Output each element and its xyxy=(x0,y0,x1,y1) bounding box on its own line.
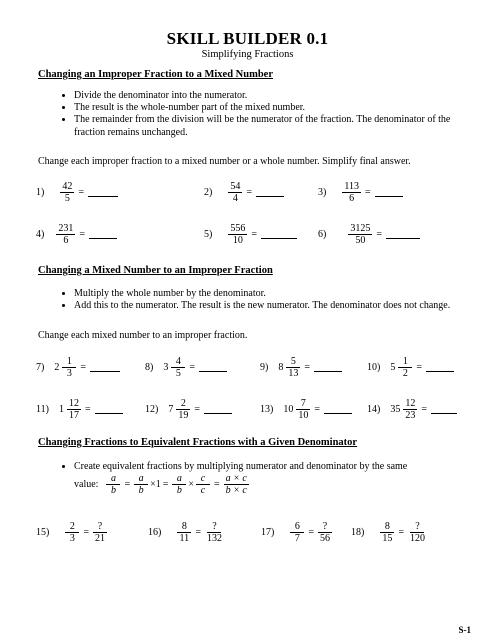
problem-4: 4) $\frac{231}{6}$ = xyxy=(36,223,117,246)
fraction: $\frac{556}{10}$ xyxy=(230,223,246,246)
fraction: $\frac{5}{13}$ xyxy=(288,356,299,379)
bullet-item: • The remainder from the division will be the numerator of the fraction. The denominator of the fraction remains unchanged. xyxy=(74,114,474,138)
fraction: $\frac{7}{10}$ xyxy=(298,398,309,421)
bullet-item: • Add this to the numerator. The result is the new numerator. The denominator does not change. xyxy=(74,300,474,312)
answer-blank[interactable] xyxy=(88,188,118,197)
page-subtitle: Simplifying Fractions xyxy=(201,49,294,60)
fraction: $\frac{a}{b}$ xyxy=(172,473,186,496)
problem-number: 15) xyxy=(36,527,50,538)
instruction-text: Change each mixed number to an improper fraction. xyxy=(38,330,248,341)
whole-number: 2 xyxy=(54,362,60,373)
fraction: $\frac{a \times c}{b \times c}$ xyxy=(225,473,247,496)
problem-7: 7) 2 $\frac{1}{3}$ = xyxy=(36,356,120,379)
page-number: S-1 xyxy=(458,625,471,635)
equivalence-formula: value: $\frac{a}{b}$ = $\frac{a}{b}$ × 1 = $\frac{a}{b}$ × $\frac{c}{c}$ = $\frac{a \times c}{b \times c}$ xyxy=(74,473,247,496)
bullet-item: • Multiply the whole number by the denominator. xyxy=(74,288,474,300)
answer-blank[interactable] xyxy=(95,405,123,414)
fraction: $\frac{3125}{50}$ xyxy=(350,223,371,246)
answer-blank[interactable] xyxy=(375,188,403,197)
problem-13: 13) 10 $\frac{7}{10}$ = xyxy=(260,398,352,421)
problem-16: 16) $\frac{8}{11}$ = $\frac{?}{132}$ xyxy=(148,521,222,544)
fraction: $\frac{2}{19}$ xyxy=(178,398,189,421)
fraction: $\frac{6}{7}$ xyxy=(290,521,304,544)
fraction: $\frac{42}{5}$ xyxy=(62,181,73,204)
section-heading-mixed-to-improper: Changing a Mixed Number to an Improper Fraction xyxy=(38,265,273,276)
problem-number: 6) xyxy=(318,229,327,240)
problem-number: 11) xyxy=(36,404,49,415)
problem-18: 18) $\frac{8}{15}$ = $\frac{?}{120}$ xyxy=(351,521,425,544)
bullet-item: • Create equivalent fractions by multiplying numerator and denominator by the same xyxy=(74,461,474,473)
answer-blank[interactable] xyxy=(256,188,284,197)
problem-number: 10) xyxy=(367,362,381,373)
problem-10: 10) 5 $\frac{1}{2}$ = xyxy=(367,356,454,379)
problem-6: 6) $\frac{3125}{50}$ = xyxy=(318,223,420,246)
fraction: $\frac{113}{6}$ xyxy=(344,181,359,204)
answer-blank[interactable] xyxy=(204,405,232,414)
problem-5: 5) $\frac{556}{10}$ = xyxy=(204,223,297,246)
whole-number: 8 xyxy=(278,362,284,373)
answer-blank[interactable] xyxy=(199,363,227,372)
answer-blank[interactable] xyxy=(314,363,342,372)
problem-number: 5) xyxy=(204,229,213,240)
whole-number: 1 xyxy=(58,404,64,415)
whole-number: 35 xyxy=(390,404,401,415)
problem-12: 12) 7 $\frac{2}{19}$ = xyxy=(145,398,232,421)
problem-number: 13) xyxy=(260,404,274,415)
problem-number: 3) xyxy=(318,187,327,198)
problem-number: 4) xyxy=(36,229,45,240)
problem-number: 1) xyxy=(36,187,45,198)
whole-number: 5 xyxy=(390,362,396,373)
problem-number: 7) xyxy=(36,362,45,373)
instruction-text: Change each improper fraction to a mixed number or a whole number. Simplify final answer. xyxy=(38,156,411,167)
target-fraction[interactable]: $\frac{?}{21}$ xyxy=(94,521,105,544)
answer-blank[interactable] xyxy=(431,405,457,414)
fraction: $\frac{1}{3}$ xyxy=(62,356,76,379)
fraction: $\frac{231}{6}$ xyxy=(58,223,74,246)
answer-blank[interactable] xyxy=(386,230,420,239)
fraction: $\frac{8}{15}$ xyxy=(382,521,393,544)
problem-9: 9) 8 $\frac{5}{13}$ = xyxy=(260,356,342,379)
problem-1: 1) $\frac{42}{5}$ = xyxy=(36,181,118,204)
target-fraction[interactable]: $\frac{?}{120}$ xyxy=(409,521,425,544)
fraction: $\frac{8}{11}$ xyxy=(177,521,191,544)
bullet-list-equivalent-fractions xyxy=(58,461,474,473)
problem-number: 2) xyxy=(204,187,213,198)
whole-number: 10 xyxy=(283,404,294,415)
section-heading-equivalent-fractions: Changing Fractions to Equivalent Fractions with a Given Denominator xyxy=(38,437,358,448)
problem-8: 8) 3 $\frac{4}{5}$ = xyxy=(145,356,227,379)
answer-blank[interactable] xyxy=(261,230,297,239)
problem-number: 8) xyxy=(145,362,154,373)
problem-3: 3) $\frac{113}{6}$ = xyxy=(318,181,403,204)
fraction: $\frac{2}{3}$ xyxy=(65,521,79,544)
whole-number: 3 xyxy=(163,362,169,373)
problem-number: 12) xyxy=(145,404,159,415)
problem-17: 17) $\frac{6}{7}$ = $\frac{?}{56}$ xyxy=(261,521,330,544)
fraction: $\frac{1}{2}$ xyxy=(398,356,412,379)
fraction: $\frac{12}{17}$ xyxy=(68,398,79,421)
problem-number: 9) xyxy=(260,362,269,373)
problem-15: 15) $\frac{2}{3}$ = $\frac{?}{21}$ xyxy=(36,521,105,544)
problem-number: 18) xyxy=(351,527,365,538)
page-title: SKILL BUILDER 0.1 xyxy=(166,29,329,48)
problem-number: 17) xyxy=(261,527,275,538)
bullet-item: • Divide the denominator into the numerator. xyxy=(74,90,474,102)
value-label: value: xyxy=(74,479,99,490)
problem-2: 2) $\frac{54}{4}$ = xyxy=(204,181,284,204)
fraction: $\frac{c}{c}$ xyxy=(196,473,210,496)
fraction: $\frac{4}{5}$ xyxy=(171,356,185,379)
bullet-list-improper-to-mixed xyxy=(58,90,474,139)
fraction: $\frac{12}{23}$ xyxy=(405,398,416,421)
whole-number: 7 xyxy=(168,404,174,415)
fraction: $\frac{a}{b}$ xyxy=(134,473,148,496)
answer-blank[interactable] xyxy=(89,230,117,239)
bullet-list-mixed-to-improper xyxy=(58,288,474,312)
answer-blank[interactable] xyxy=(90,363,120,372)
fraction: $\frac{a}{b}$ xyxy=(106,473,120,496)
problem-number: 16) xyxy=(148,527,162,538)
answer-blank[interactable] xyxy=(426,363,454,372)
fraction: $\frac{54}{4}$ xyxy=(230,181,241,204)
section-heading-improper-to-mixed: Changing an Improper Fraction to a Mixed Number xyxy=(38,69,273,80)
problem-11: 11) 1 $\frac{12}{17}$ = xyxy=(36,398,123,421)
bullet-item: • The result is the whole-number part of the mixed number. xyxy=(74,102,474,114)
target-fraction[interactable]: $\frac{?}{56}$ xyxy=(319,521,330,544)
problem-14: 14) 35 $\frac{12}{23}$ = xyxy=(367,398,457,421)
answer-blank[interactable] xyxy=(324,405,352,414)
problem-number: 14) xyxy=(367,404,381,415)
target-fraction[interactable]: $\frac{?}{132}$ xyxy=(206,521,222,544)
